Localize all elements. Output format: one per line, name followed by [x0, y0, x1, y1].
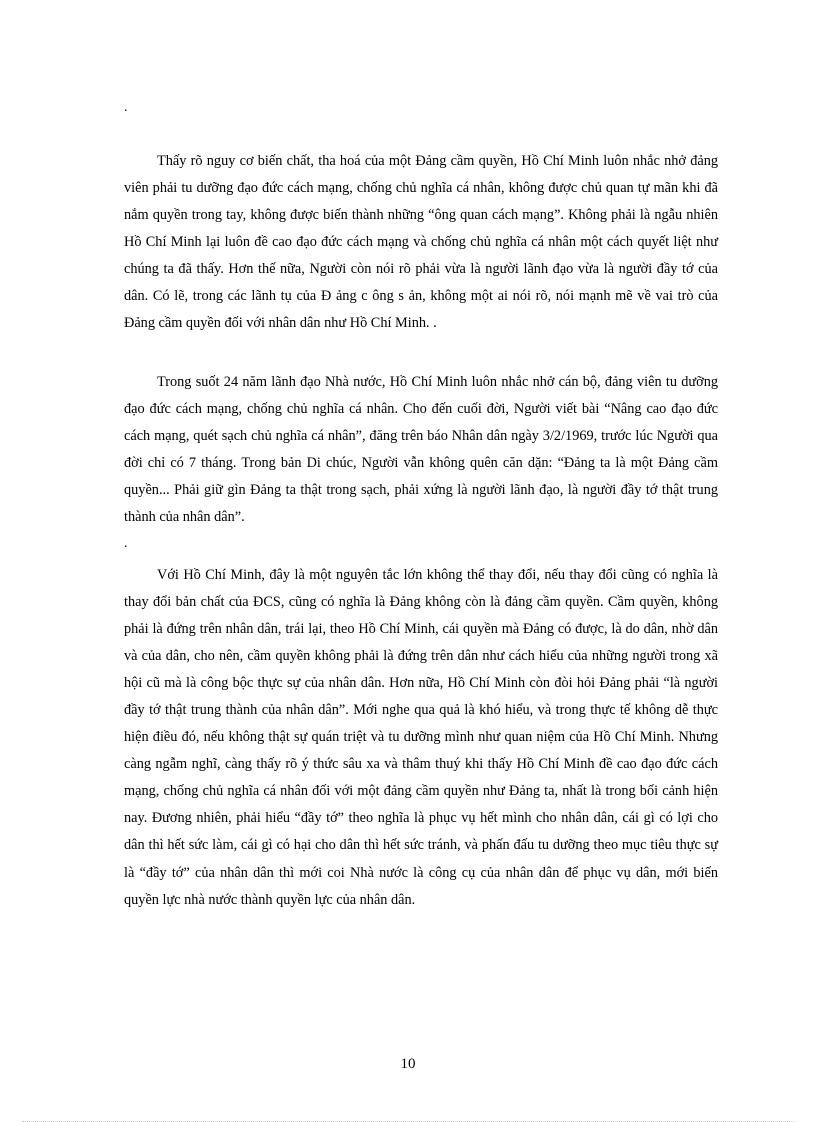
page-number: 10 — [400, 1056, 416, 1072]
paragraph-3: Với Hồ Chí Minh, đây là một nguyên tắc lớn không thể thay đổi, nếu thay đổi cũng có nghĩa là thay đổi bản chất của ĐCS, cũng có nghĩa là Đảng không còn là đảng cầm quyền. Cầm quyền, không phải là đứng trên nhân dân, trái lại, theo Hồ Chí Minh, cái quyền mà Đảng có được, là do dân, nhờ dân và của dân, cho nên, cầm quyền không phải là đứng trên dân như cách hiểu của những người trong xã hội cũ mà là công bộc thực sự của nhân dân. Hơn nữa, Hồ Chí Minh còn đòi hỏi Đảng phải “là người đầy tớ thật trung thành của nhân dân”. Mới nghe qua quả là khó hiểu, và trong thực tế không dễ thực hiện điều đó, nếu không thật sự quán triệt và tu dưỡng mình như quan niệm của Hồ Chí Minh. Nhưng càng ngẫm nghĩ, càng thấy rõ ý thức sâu xa và thâm thuý khi thấy Hồ Chí Minh đề cao đạo đức cách mạng, chống chủ nghĩa cá nhân đối với một đảng cầm quyền như Đảng ta, nhất là trong bối cảnh hiện nay. Đương nhiên, phải hiểu “đầy tớ” theo nghĩa là phục vụ hết mình cho nhân dân, cái gì có lợi cho dân thì hết sức làm, cái gì có hại cho dân thì hết sức tránh, và phấn đấu tu dưỡng theo mục tiêu thực sự là “đầy tớ” của nhân dân thì mới coi Nhà nước là công cụ của nhân dân để phục vụ dân, mới biến quyền lực nhà nước thành quyền lực của nhân dân. — [124, 567, 718, 908]
trailing-mark: . — [124, 536, 128, 551]
footer-divider — [22, 1121, 794, 1122]
leading-mark: . — [124, 100, 128, 115]
paragraph-1: Thấy rõ nguy cơ biến chất, tha hoá của một Đảng cầm quyền, Hồ Chí Minh luôn nhắc nhở đảng viên phải tu dưỡng đạo đức cách mạng, chống chủ nghĩa cá nhân, không được chủ quan tự mãn khi đã nắm quyền trong tay, không được biến thành những “ông quan cách mạng”. Không phải là ngẫu nhiên Hồ Chí Minh lại luôn đề cao đạo đức cách mạng và chống chủ nghĩa cá nhân một cách quyết liệt như chúng ta đã thấy. Hơn thế nữa, Người còn nói rõ phải vừa là người lãnh đạo vừa là người đầy tớ của dân. Có lẽ, trong các lãnh tụ của Đ ảng c ông s ản, không một ai nói rõ, nói mạnh mẽ về vai trò của Đảng cầm quyền đối với nhân dân như Hồ Chí Minh. . — [124, 153, 718, 332]
paragraph-2: Trong suốt 24 năm lãnh đạo Nhà nước, Hồ Chí Minh luôn nhắc nhở cán bộ, đảng viên tu dưỡng đạo đức cách mạng, chống chủ nghĩa cá nhân. Cho đến cuối đời, Người viết bài “Nâng cao đạo đức cách mạng, quét sạch chủ nghĩa cá nhân”, đăng trên báo Nhân dân ngày 3/2/1969, trước lúc Người qua đời chỉ có 7 tháng. Trong bản Di chúc, Người vẫn không quên căn dặn: “Đảng ta là một Đảng cầm quyền... Phải giữ gìn Đảng ta thật trong sạch, phải xứng là người lãnh đạo, là người đầy tớ thật trung thành của nhân dân”. — [124, 374, 718, 526]
